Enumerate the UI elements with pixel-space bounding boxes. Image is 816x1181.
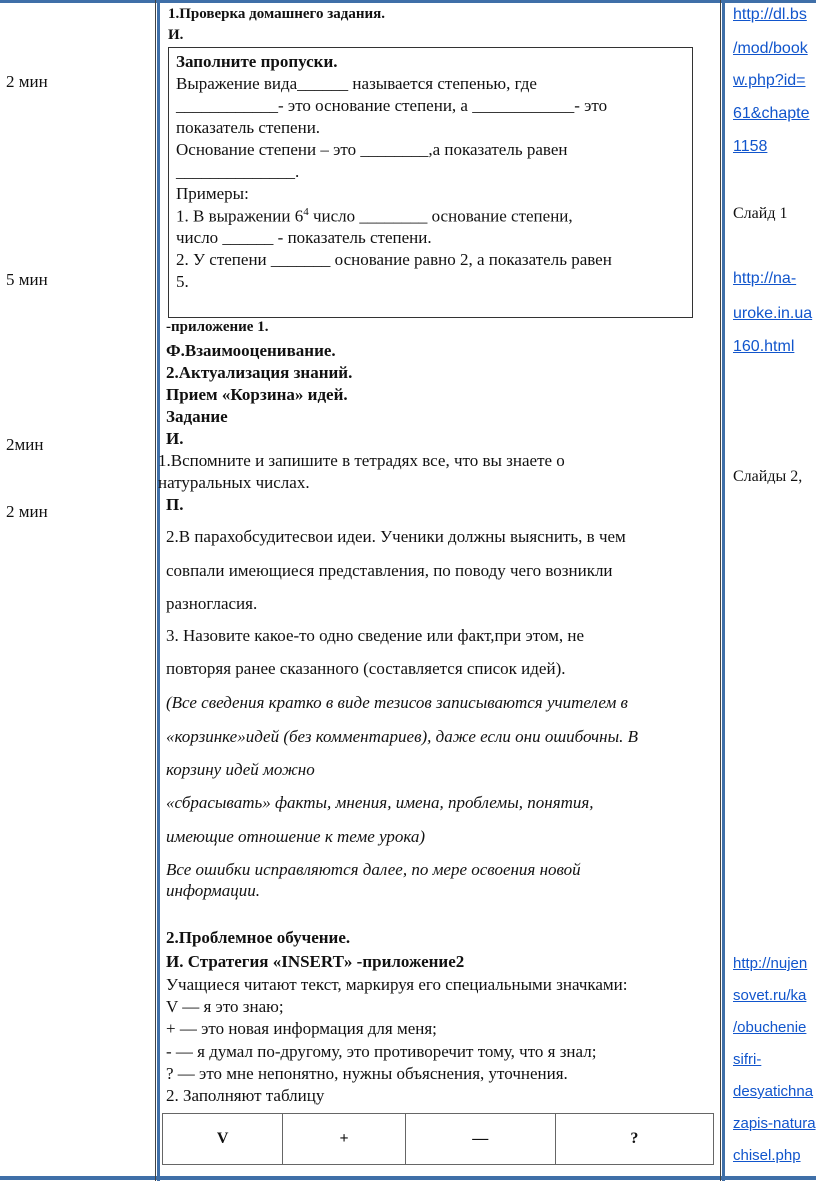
time-label: 2 мин <box>6 502 48 521</box>
section-heading: 2.Проблемное обучение. <box>166 928 351 947</box>
column-divider-left <box>155 0 156 1181</box>
time-label: 2 мин <box>6 72 48 91</box>
mode-label: И. <box>166 429 184 448</box>
appendix-label: -приложение 1. <box>166 319 269 335</box>
strategy-label: И. Стратегия «INSERT» -приложение2 <box>166 952 465 971</box>
table-header-cell: — <box>406 1114 556 1164</box>
task-label: Задание <box>166 407 228 426</box>
resource-link-3[interactable]: desyatichna <box>733 1083 814 1100</box>
table-header-cell: ? <box>630 1130 639 1147</box>
example-1-cont: число ______ - показатель степени. <box>176 228 432 247</box>
box-title: Заполните пропуски. <box>176 52 338 71</box>
peer-review: Ф.Взаимооценивание. <box>166 341 336 360</box>
table-top-border <box>0 0 816 3</box>
table-bottom-border <box>0 1176 816 1180</box>
box-line: ______________. <box>176 162 300 181</box>
resource-link-3[interactable]: /obuchenie <box>733 1019 807 1036</box>
column-divider-left-accent <box>157 0 160 1181</box>
resource-link-1[interactable]: w.php?id= <box>733 72 806 89</box>
task-item: 3. Назовите какое-то одно сведение или факт,при этом, не <box>166 626 585 645</box>
task-item: разногласия. <box>166 594 258 613</box>
insert-line: Учащиеся читают текст, маркируя его специальными значками: <box>166 975 628 994</box>
box-line: Основание степени – это ________,а показатель равен <box>176 140 568 159</box>
insert-line: ? — это мне непонятно, нужны объяснения, уточнения. <box>166 1064 568 1083</box>
teacher-note: «корзинке»идей (без комментариев), даже если они ошибочны. В <box>166 727 638 746</box>
teacher-note: имеющие отношение к теме урока) <box>166 827 426 846</box>
insert-line: + — это новая информация для меня; <box>166 1019 437 1038</box>
task-item: натуральных числах. <box>158 473 310 492</box>
mode-label: И. <box>168 27 184 43</box>
section-heading: 2.Актуализация знаний. <box>166 363 353 382</box>
insert-line: - — я думал по-другому, это противоречит тому, что я знал; <box>166 1042 597 1061</box>
example-2: 2. У степени _______ основание равно 2, а показатель равен <box>176 250 612 269</box>
column-divider-right-accent <box>722 0 725 1181</box>
insert-table <box>162 1113 714 1165</box>
example-1: 1. В выражении $6^4$ число ________ основание степени, <box>176 206 573 226</box>
example-2-cont: 5. <box>176 272 189 291</box>
slide-label: Слайд 1 <box>733 205 788 222</box>
resource-link-3[interactable]: zapis-natura <box>733 1115 816 1132</box>
box-line: ____________- это основание степени, а ____________- это <box>176 96 608 115</box>
teacher-note: информации. <box>166 881 261 900</box>
task-item: совпали имеющиеся представления, по поводу чего возникли <box>166 561 613 580</box>
resource-link-2[interactable]: http://na- <box>733 270 797 287</box>
resource-link-3[interactable]: chisel.php <box>733 1147 801 1164</box>
resource-link-1[interactable]: 1158 <box>733 138 768 155</box>
resource-link-1[interactable]: http://dl.bs <box>733 6 807 23</box>
teacher-note: (Все сведения кратко в виде тезисов записываются учителем в <box>166 693 628 712</box>
teacher-note: корзину идей можно <box>166 760 315 779</box>
task-item: 1.Вспомните и запишите в тетрадях все, что вы знаете о <box>158 451 565 470</box>
insert-line: 2. Заполняют таблицу <box>166 1086 325 1105</box>
resource-link-1[interactable]: /mod/book <box>733 40 808 57</box>
examples-label: Примеры: <box>176 184 249 203</box>
mode-label: П. <box>166 495 184 514</box>
resource-link-2[interactable]: uroke.in.ua <box>733 305 813 322</box>
technique-label: Прием «Корзина» идей. <box>166 385 348 404</box>
time-label: 2мин <box>6 435 44 454</box>
teacher-note: Все ошибки исправляются далее, по мере освоения новой <box>166 860 581 879</box>
slide-label: Слайды 2, <box>733 468 803 485</box>
table-header-cell: + <box>283 1114 405 1164</box>
teacher-note: «сбрасывать» факты, мнения, имена, проблемы, понятия, <box>166 793 594 812</box>
time-label: 5 мин <box>6 270 48 289</box>
column-divider-right <box>720 0 721 1181</box>
resource-link-3[interactable]: sovet.ru/ka <box>733 987 807 1004</box>
resource-link-3[interactable]: http://nujen <box>733 955 808 972</box>
resource-link-1[interactable]: 61&chapte <box>733 105 810 122</box>
box-line: Выражение вида______ называется степенью, где <box>176 74 537 93</box>
resource-link-3[interactable]: sifri- <box>733 1051 762 1068</box>
box-line: показатель степени. <box>176 118 321 137</box>
insert-line: V — я это знаю; <box>166 997 284 1016</box>
table-header-cell: V <box>163 1114 283 1164</box>
resource-link-2[interactable]: 160.html <box>733 338 795 355</box>
task-item: 2.В парахобсудитесвои идеи. Ученики должны выяснить, в чем <box>166 527 626 546</box>
exponent: 4 <box>303 206 309 218</box>
section-heading: 1.Проверка домашнего задания. <box>168 6 385 22</box>
task-item: повторяя ранее сказанного (составляется список идей). <box>166 659 566 678</box>
